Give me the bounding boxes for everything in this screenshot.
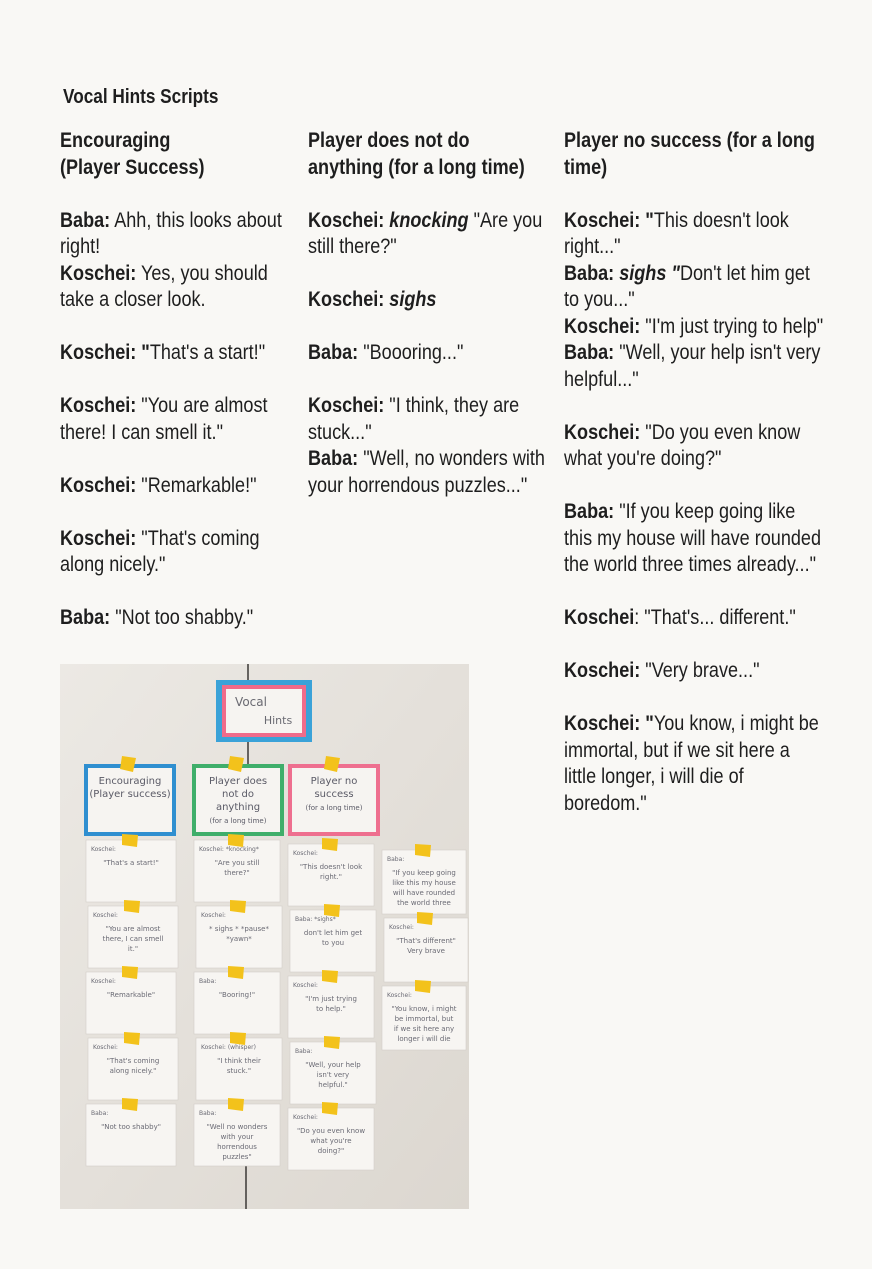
spoken-text: "Do you even know what you're doing?" bbox=[564, 420, 801, 470]
note-card-text: along nicely." bbox=[109, 1067, 157, 1075]
note-card-text: if we sit here any bbox=[393, 1025, 455, 1033]
tape bbox=[124, 900, 140, 913]
note-card-speaker: Koschei: bbox=[293, 850, 318, 857]
script-line bbox=[564, 605, 825, 632]
spoken-text: "If you keep going like this my house will have rounded the world three times already..." bbox=[564, 500, 822, 576]
note-card-text: "That's coming bbox=[106, 1057, 160, 1065]
note-card-speaker: Baba: bbox=[91, 1110, 109, 1117]
speaker-name: Koschei: bbox=[564, 420, 641, 444]
spoken-text: This doesn't look right..." bbox=[564, 208, 789, 258]
speaker-name: Baba: bbox=[564, 341, 615, 364]
speaker-name: Koschei: bbox=[564, 314, 641, 338]
note-card-text: "You know, i might bbox=[391, 1005, 457, 1013]
speaker-name: Koschei: bbox=[564, 659, 641, 682]
speaker-name: Baba: bbox=[308, 447, 359, 470]
note-card-text: "That's different" bbox=[396, 937, 456, 945]
note-card-text: "This doesn't look bbox=[299, 863, 363, 871]
speaker-name: Baba: bbox=[60, 208, 111, 232]
note-card-text: "I think their bbox=[217, 1057, 261, 1065]
note-card-text: puzzles" bbox=[222, 1153, 252, 1161]
spoken-text: "I'm just trying to help" bbox=[640, 314, 824, 338]
note-card-speaker: Koschei: *knocking* bbox=[199, 846, 259, 853]
script-line bbox=[564, 340, 825, 393]
script-line bbox=[564, 208, 825, 261]
note-card-text: there, I can smell bbox=[102, 935, 164, 943]
tape bbox=[228, 1098, 244, 1111]
note-card-text: "Remarkable" bbox=[106, 991, 156, 999]
column-encouraging bbox=[60, 128, 304, 632]
script-line bbox=[564, 314, 825, 341]
spoken-text: "That's coming along nicely." bbox=[60, 526, 260, 576]
tape bbox=[322, 1102, 338, 1115]
note-card-text: "Do you even know bbox=[296, 1127, 366, 1135]
header-card-text: success bbox=[314, 789, 354, 800]
script-line bbox=[60, 605, 304, 632]
script-line bbox=[60, 340, 304, 367]
stage-direction: knocking bbox=[384, 208, 469, 232]
script-line bbox=[308, 208, 552, 261]
spoken-text: "You are almost there! I can smell it." bbox=[60, 394, 268, 444]
script-lines bbox=[564, 208, 825, 818]
header-card-text: Player no bbox=[310, 776, 358, 787]
header-card-text: not do bbox=[221, 789, 255, 800]
note-card-text: will have rounded bbox=[392, 889, 456, 897]
script-line bbox=[564, 499, 825, 579]
tape bbox=[230, 1032, 246, 1045]
column-heading: Player does not do anything (for a long time) bbox=[308, 129, 525, 179]
note-card-speaker: Baba: bbox=[295, 1048, 313, 1055]
note-card-text: stuck." bbox=[226, 1067, 252, 1075]
script-line bbox=[564, 420, 825, 473]
speaker-name: Koschei: " bbox=[564, 712, 654, 735]
header-card-text: (for a long time) bbox=[209, 817, 267, 825]
script-line bbox=[60, 526, 304, 579]
script-line bbox=[308, 446, 552, 499]
note-card-speaker: Koschei: (whisper) bbox=[201, 1044, 256, 1051]
header-card-text: (Player success) bbox=[89, 789, 171, 800]
speaker-name: Baba: bbox=[308, 341, 359, 364]
speaker-name: Koschei bbox=[564, 606, 635, 629]
header-card-text: Player does bbox=[208, 776, 268, 787]
script-line bbox=[308, 393, 552, 446]
note-card-text: Very brave bbox=[407, 947, 445, 955]
speaker-name: Koschei: bbox=[60, 473, 137, 497]
note-card-speaker: Baba: bbox=[199, 1110, 217, 1117]
spoken-text: That's a start!" bbox=[149, 341, 266, 364]
note-card-speaker: Koschei: bbox=[93, 1044, 118, 1051]
tape bbox=[228, 834, 244, 847]
tape bbox=[228, 966, 244, 979]
tape bbox=[415, 980, 431, 993]
tape bbox=[122, 1098, 138, 1111]
script-line bbox=[564, 261, 825, 314]
speaker-name: Koschei: bbox=[60, 394, 137, 417]
speaker-name: Koschei: bbox=[308, 288, 385, 311]
column-no-success bbox=[564, 128, 832, 817]
note-card-text: it." bbox=[127, 945, 139, 953]
note-card-speaker: Koschei: bbox=[293, 1114, 318, 1121]
note-card-text: to you bbox=[321, 939, 345, 947]
script-line bbox=[60, 473, 304, 500]
spoken-text: "Well, your help isn't very helpful..." bbox=[564, 341, 821, 391]
script-lines bbox=[308, 208, 552, 500]
spoken-text: : "That's... different." bbox=[634, 606, 796, 629]
tape bbox=[122, 966, 138, 979]
speaker-name: Koschei: bbox=[60, 526, 137, 550]
note-card-speaker: Koschei: bbox=[389, 924, 414, 931]
script-line bbox=[564, 711, 825, 817]
script-lines bbox=[60, 208, 304, 632]
note-card-text: "Well no wonders bbox=[206, 1123, 268, 1131]
note-card-text: "Are you still bbox=[214, 859, 260, 867]
note-card-speaker: Koschei: bbox=[387, 992, 412, 999]
title-card-text: Vocal bbox=[235, 695, 267, 709]
script-line bbox=[60, 393, 304, 446]
note-card-text: *yawn* bbox=[226, 935, 252, 943]
tape bbox=[417, 912, 433, 925]
script-line bbox=[308, 340, 552, 367]
speaker-name: Baba: bbox=[564, 261, 615, 285]
note-card-text: what you're bbox=[310, 1137, 352, 1145]
spoken-text: "I think, they are stuck..." bbox=[308, 394, 520, 444]
tape bbox=[415, 844, 431, 857]
note-card-text: the world three bbox=[397, 899, 451, 907]
note-card-speaker: Koschei: bbox=[93, 912, 118, 919]
tape bbox=[322, 970, 338, 983]
speaker-name: Koschei: bbox=[308, 208, 385, 232]
title-card-text: Hints bbox=[263, 714, 293, 727]
note-card-text: helpful." bbox=[318, 1081, 348, 1089]
spoken-text: "Well, no wonders with your horrendous puzzles..." bbox=[308, 447, 545, 497]
tape bbox=[124, 1032, 140, 1045]
note-card-speaker: Baba: *sighs* bbox=[295, 916, 336, 923]
header-card-text: (for a long time) bbox=[305, 804, 363, 812]
note-card-text: "Well, your help bbox=[305, 1061, 361, 1069]
note-card-text: horrendous bbox=[217, 1143, 257, 1151]
tape bbox=[122, 834, 138, 847]
column-heading: Player no success (for a long time) bbox=[564, 129, 815, 179]
note-card-text: "I'm just trying bbox=[305, 995, 357, 1003]
note-card-text: right." bbox=[320, 873, 342, 881]
note-card-text: there?" bbox=[224, 869, 250, 877]
script-line bbox=[60, 208, 304, 261]
column-player-idle bbox=[308, 128, 552, 499]
spoken-text: "Boooring..." bbox=[358, 341, 464, 364]
spoken-text: "Very brave..." bbox=[640, 659, 760, 682]
speaker-name: Baba: bbox=[60, 606, 111, 629]
spoken-text: "Are you still there?" bbox=[308, 208, 543, 258]
note-card-text: "Not too shabby" bbox=[101, 1123, 161, 1131]
note-card-text: "You are almost bbox=[105, 925, 161, 933]
note-card-text: * sighs * *pause* bbox=[209, 925, 269, 933]
stage-direction: sighs " bbox=[614, 261, 680, 285]
note-card-text: to help." bbox=[316, 1005, 346, 1013]
spoken-text: Yes, you should take a closer look. bbox=[60, 261, 268, 311]
speaker-name: Koschei: " bbox=[564, 208, 654, 232]
note-card-text: "If you keep going bbox=[392, 869, 456, 877]
tape bbox=[324, 904, 340, 917]
note-card-text: like this my house bbox=[392, 879, 456, 887]
wall-notes-photo bbox=[60, 664, 469, 1209]
note-card-text: be immortal, but bbox=[394, 1015, 454, 1023]
script-line bbox=[308, 287, 552, 314]
wall-notes-drawing bbox=[60, 664, 469, 1209]
note-card-text: isn't very bbox=[316, 1071, 350, 1079]
tape bbox=[322, 838, 338, 851]
speaker-name: Koschei: bbox=[308, 394, 385, 417]
script-line bbox=[564, 658, 825, 685]
spoken-text: "Remarkable!" bbox=[136, 473, 257, 497]
note-card-speaker: Koschei: bbox=[293, 982, 318, 989]
note-card-speaker: Koschei: bbox=[91, 846, 116, 853]
tape bbox=[230, 900, 246, 913]
speaker-name: Baba: bbox=[564, 500, 615, 523]
column-heading: Encouraging (Player Success) bbox=[60, 129, 205, 179]
spoken-text: Don't let him get to you..." bbox=[564, 261, 810, 311]
note-card-text: doing?" bbox=[317, 1147, 345, 1155]
note-card-text: with your bbox=[220, 1133, 254, 1141]
note-card-text: don't let him get bbox=[303, 929, 363, 937]
note-card-text: longer i will die bbox=[397, 1035, 451, 1043]
note-card-text: "Booring!" bbox=[218, 991, 256, 999]
script-line bbox=[60, 261, 304, 314]
page-title: Vocal Hints Scripts bbox=[63, 86, 219, 108]
note-card-speaker: Koschei: bbox=[91, 978, 116, 985]
speaker-name: Koschei: " bbox=[60, 341, 150, 364]
header-card-text: anything bbox=[215, 802, 261, 813]
note-card-speaker: Baba: bbox=[387, 856, 405, 863]
note-card-text: "That's a start!" bbox=[103, 859, 159, 867]
spoken-text: "Not too shabby." bbox=[110, 606, 254, 629]
note-card-speaker: Baba: bbox=[199, 978, 217, 985]
note-card-speaker: Koschei: bbox=[201, 912, 226, 919]
tape bbox=[324, 1036, 340, 1049]
spoken-text: Ahh, this looks about right! bbox=[60, 208, 282, 258]
speaker-name: Koschei: bbox=[60, 261, 137, 285]
spoken-text: You know, i might be immortal, but if we sit here a little longer, i will die of boredom." bbox=[564, 712, 819, 815]
stage-direction: sighs bbox=[384, 288, 437, 311]
header-card-text: Encouraging bbox=[98, 776, 162, 787]
